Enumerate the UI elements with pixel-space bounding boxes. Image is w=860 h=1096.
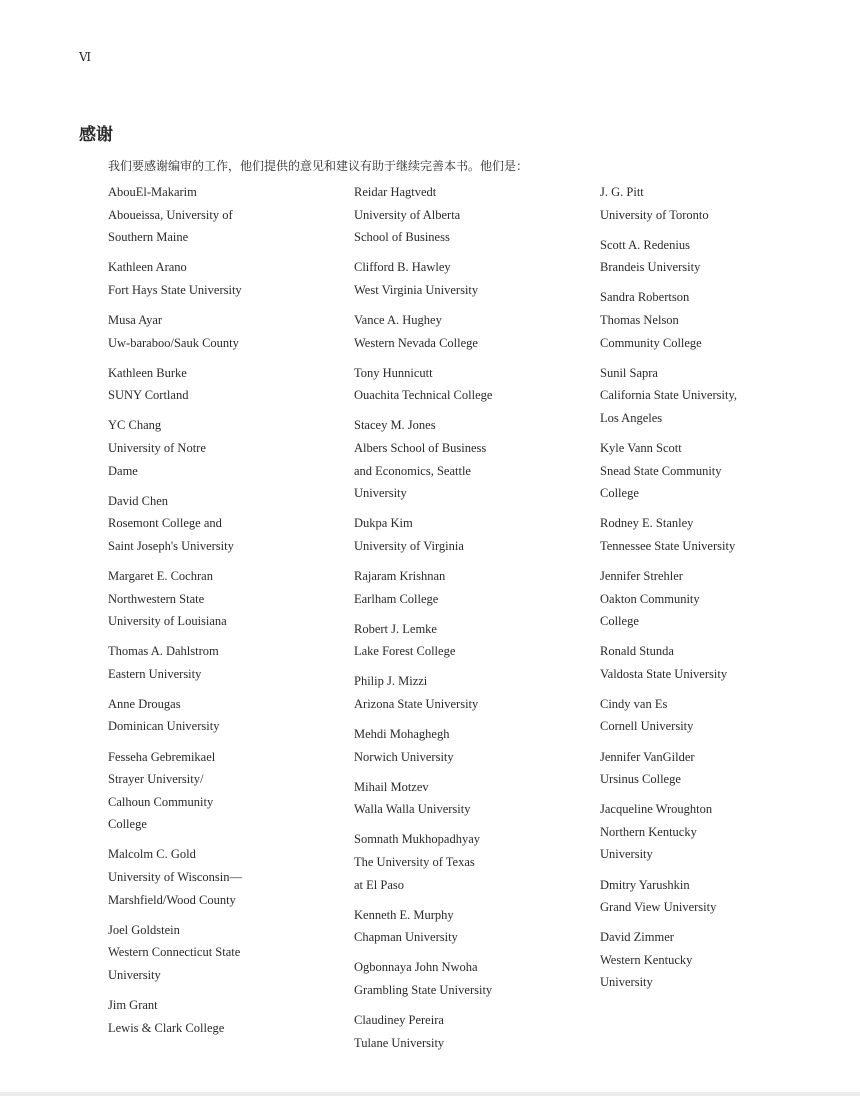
reviewer-affiliation: Walla Walla University xyxy=(354,802,471,817)
reviewer-affiliation: School of Business xyxy=(354,230,450,245)
reviewer-affiliation: Tennessee State University xyxy=(600,538,736,553)
reviewer-entry xyxy=(354,256,594,301)
reviewer-name: Cindy van Es xyxy=(600,696,668,711)
reviewer-entry xyxy=(354,723,594,768)
reviewer-name: Stacey M. Jones xyxy=(354,418,436,433)
reviewer-name: David Chen xyxy=(108,493,169,508)
intro-text: 我们要感谢编审的工作，他们提供的意见和建议有助于继续完善本书。他们是： xyxy=(108,159,529,173)
reviewer-affiliation: Rosemont College and xyxy=(108,516,222,531)
reviewer-name: AbouEl-Makarim xyxy=(108,185,197,199)
reviewer-column-1 xyxy=(108,181,348,1047)
reviewer-name: Robert J. Lemke xyxy=(354,621,437,636)
reviewer-name: Sandra Robertson xyxy=(600,290,690,305)
reviewer-affiliation: Snead State Community xyxy=(600,463,722,478)
reviewer-entry xyxy=(600,926,840,994)
reviewer-entry xyxy=(108,309,348,354)
reviewer-entry xyxy=(354,618,594,663)
reviewer-entry xyxy=(108,693,348,738)
reviewer-name: Malcolm C. Gold xyxy=(108,847,196,862)
reviewer-entry xyxy=(108,490,348,558)
reviewer-affiliation: University of Virginia xyxy=(354,538,464,553)
reviewer-entry xyxy=(354,956,594,1001)
reviewer-entry xyxy=(354,181,594,249)
reviewer-affiliation: Eastern University xyxy=(108,666,202,681)
reviewer-entry xyxy=(600,565,840,633)
reviewer-affiliation: Dominican University xyxy=(108,719,220,734)
reviewer-name: Mihail Motzev xyxy=(354,779,429,794)
reviewer-entry xyxy=(600,234,840,279)
reviewer-entry xyxy=(354,670,594,715)
reviewer-name: Joel Goldstein xyxy=(108,922,180,937)
reviewer-name: Kathleen Burke xyxy=(108,365,187,380)
reviewer-name: Philip J. Mizzi xyxy=(354,674,428,689)
reviewer-affiliation: University xyxy=(354,486,407,501)
reviewer-affiliation: Tulane University xyxy=(354,1035,445,1050)
reviewer-affiliation: Thomas Nelson xyxy=(600,312,679,327)
reviewer-affiliation: University xyxy=(600,847,653,862)
reviewer-entry xyxy=(108,181,348,249)
reviewer-affiliation: Albers School of Business xyxy=(354,440,487,455)
reviewer-name: Kenneth E. Murphy xyxy=(354,907,454,922)
reviewer-affiliation: College xyxy=(600,486,639,501)
reviewer-entry xyxy=(600,181,840,226)
reviewer-entry xyxy=(600,286,840,354)
reviewer-entry xyxy=(354,828,594,896)
reviewer-name: Reidar Hagtvedt xyxy=(354,185,437,199)
reviewer-affiliation: Cornell University xyxy=(600,719,694,734)
reviewer-affiliation: SUNY Cortland xyxy=(108,388,189,403)
reviewer-name: Vance A. Hughey xyxy=(354,312,442,327)
reviewer-name: Dmitry Yarushkin xyxy=(600,877,690,892)
reviewer-name: Tony Hunnicutt xyxy=(354,365,433,380)
reviewer-entry xyxy=(108,746,348,836)
reviewer-affiliation: Western Nevada College xyxy=(354,335,478,350)
reviewer-affiliation: Western Kentucky xyxy=(600,952,693,967)
reviewer-name: Ronald Stunda xyxy=(600,644,674,659)
reviewer-entry xyxy=(108,843,348,911)
reviewer-entry xyxy=(108,565,348,633)
reviewer-affiliation: Valdosta State University xyxy=(600,666,728,681)
reviewer-affiliation: University of Wisconsin— xyxy=(108,870,242,885)
reviewer-entry xyxy=(108,640,348,685)
reviewer-entry xyxy=(354,904,594,949)
reviewer-name: Jacqueline Wroughton xyxy=(600,802,713,817)
reviewer-affiliation: Ursinus College xyxy=(600,772,681,787)
reviewer-column-3 xyxy=(600,181,840,1002)
reviewer-entry xyxy=(354,362,594,407)
reviewer-entry xyxy=(354,565,594,610)
reviewer-entry xyxy=(600,798,840,866)
reviewer-name: Thomas A. Dahlstrom xyxy=(108,644,219,659)
reviewer-affiliation: Arizona State University xyxy=(354,696,479,711)
reviewer-name: J. G. Pitt xyxy=(600,185,644,199)
reviewer-affiliation: Aboueissa, University of xyxy=(108,207,233,222)
reviewer-affiliation: Fort Hays State University xyxy=(108,282,242,297)
reviewer-affiliation: Uw-baraboo/Sauk County xyxy=(108,335,239,350)
reviewer-name: Scott A. Redenius xyxy=(600,237,690,252)
reviewer-affiliation: Earlham College xyxy=(354,591,439,606)
reviewer-name: Clifford B. Hawley xyxy=(354,260,451,275)
reviewer-affiliation: The University of Texas xyxy=(354,854,475,869)
reviewer-entry xyxy=(108,362,348,407)
reviewer-affiliation: University xyxy=(600,975,653,990)
reviewer-affiliation: Lake Forest College xyxy=(354,644,456,659)
reviewer-entry xyxy=(108,414,348,482)
reviewer-affiliation: Lewis & Clark College xyxy=(108,1020,225,1035)
reviewer-name: Rajaram Krishnan xyxy=(354,568,446,583)
reviewer-entry xyxy=(600,640,840,685)
page-bottom-edge xyxy=(0,1092,860,1096)
reviewer-affiliation: Community College xyxy=(600,335,702,350)
reviewer-name: Somnath Mukhopadhyay xyxy=(354,832,481,847)
reviewer-affiliation: College xyxy=(108,817,147,832)
reviewer-entry xyxy=(108,994,348,1039)
reviewer-affiliation: University of Alberta xyxy=(354,207,461,222)
reviewer-affiliation: Western Connecticut State xyxy=(108,945,241,960)
reviewer-affiliation: University of Toronto xyxy=(600,207,709,222)
reviewer-name: Musa Ayar xyxy=(108,312,163,327)
reviewer-affiliation: Saint Joseph's University xyxy=(108,538,234,553)
reviewer-affiliation: Northern Kentucky xyxy=(600,824,697,839)
reviewer-entry xyxy=(354,776,594,821)
reviewer-affiliation: College xyxy=(600,614,639,629)
reviewer-name: Rodney E. Stanley xyxy=(600,516,694,531)
reviewer-affiliation: California State University, xyxy=(600,388,738,403)
reviewer-entry xyxy=(108,919,348,987)
reviewer-entry xyxy=(354,414,594,504)
reviewer-affiliation: West Virginia University xyxy=(354,282,479,297)
reviewer-affiliation: Marshfield/Wood County xyxy=(108,892,236,907)
reviewer-affiliation: Ouachita Technical College xyxy=(354,388,493,403)
reviewer-affiliation: University of Louisiana xyxy=(108,614,227,629)
reviewer-affiliation: Brandeis University xyxy=(600,260,701,275)
reviewer-name: Jennifer VanGilder xyxy=(600,749,695,764)
reviewer-affiliation: Los Angeles xyxy=(600,410,663,425)
reviewer-name: Mehdi Mohaghegh xyxy=(354,726,450,741)
reviewer-column-2 xyxy=(354,181,594,1062)
reviewer-name: Ogbonnaya John Nwoha xyxy=(354,960,478,975)
reviewer-name: Jennifer Strehler xyxy=(600,568,683,583)
reviewer-affiliation: Calhoun Community xyxy=(108,794,214,809)
reviewer-affiliation: Strayer University/ xyxy=(108,772,204,787)
reviewer-affiliation: Chapman University xyxy=(354,930,458,945)
reviewer-affiliation: Norwich University xyxy=(354,749,454,764)
reviewer-entry xyxy=(600,746,840,791)
reviewer-name: Fesseha Gebremikael xyxy=(108,749,216,764)
reviewer-entry xyxy=(600,874,840,919)
reviewer-affiliation: Southern Maine xyxy=(108,230,189,245)
reviewer-affiliation: at El Paso xyxy=(354,877,404,892)
reviewer-affiliation: Northwestern State xyxy=(108,591,205,606)
reviewer-entry xyxy=(354,512,594,557)
reviewer-affiliation: Dame xyxy=(108,463,138,478)
page-heading: 感谢 xyxy=(79,125,113,145)
reviewer-name: Kathleen Arano xyxy=(108,260,187,275)
reviewer-name: YC Chang xyxy=(108,418,162,433)
reviewer-name: Margaret E. Cochran xyxy=(108,568,213,583)
reviewer-name: Kyle Vann Scott xyxy=(600,440,682,455)
reviewer-entry xyxy=(108,256,348,301)
reviewer-entry xyxy=(354,309,594,354)
reviewer-entry xyxy=(600,437,840,505)
page-number: Ⅵ xyxy=(79,50,92,64)
reviewer-affiliation: Grand View University xyxy=(600,900,717,915)
reviewer-affiliation: Oakton Community xyxy=(600,591,700,606)
reviewer-name: David Zimmer xyxy=(600,930,674,945)
reviewer-affiliation: University xyxy=(108,967,161,982)
reviewer-name: Anne Drougas xyxy=(108,696,181,711)
reviewer-entry xyxy=(600,362,840,430)
reviewer-name: Dukpa Kim xyxy=(354,516,413,531)
reviewer-entry xyxy=(354,1009,594,1054)
reviewer-affiliation: University of Notre xyxy=(108,440,206,455)
reviewer-affiliation: and Economics, Seattle xyxy=(354,463,471,478)
reviewer-name: Claudiney Pereira xyxy=(354,1013,444,1027)
reviewer-name: Jim Grant xyxy=(108,998,158,1012)
reviewer-name: Sunil Sapra xyxy=(600,365,658,380)
reviewer-entry xyxy=(600,693,840,738)
reviewer-affiliation: Grambling State University xyxy=(354,982,493,997)
reviewer-entry xyxy=(600,512,840,557)
